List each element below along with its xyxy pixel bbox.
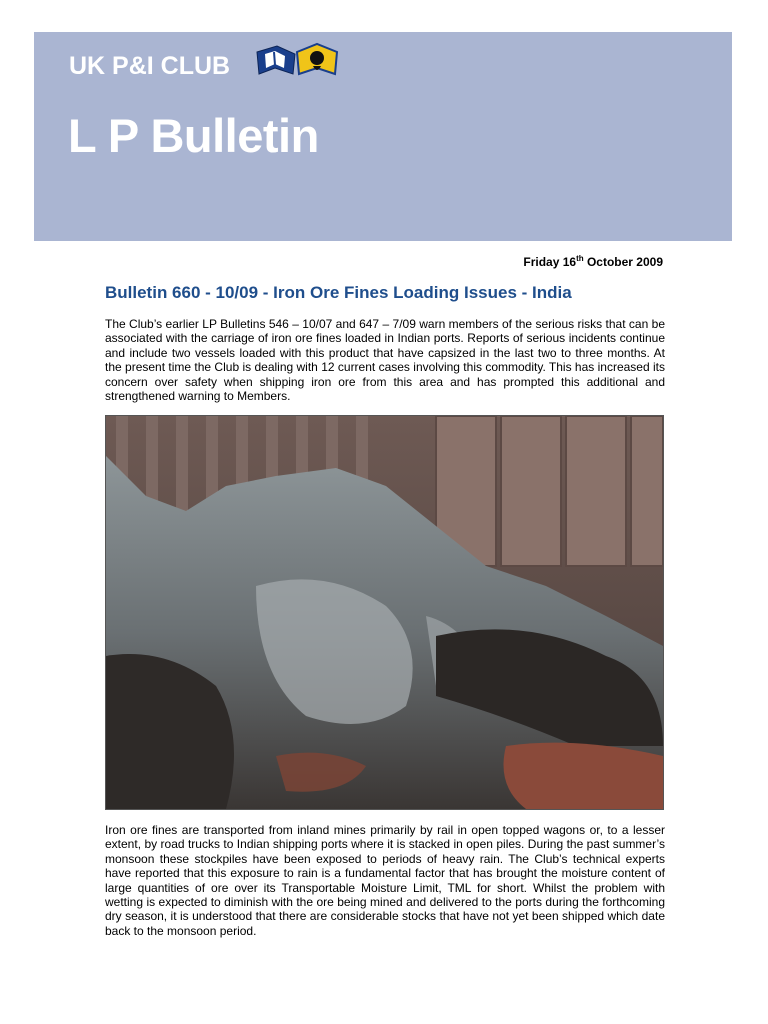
article-headline: Bulletin 660 - 10/09 - Iron Ore Fines Loading Issues - India: [105, 283, 572, 302]
article-paragraph-1: The Club’s earlier LP Bulletins 546 – 10/07 and 647 – 7/09 warn members of the serious risks that can be associated with the carriage of iron ore fines loaded in Indian ports. Reports of serious incidents continue and include two vessels loaded with this product that have capsized in the last two to three months. At the present time the Club is dealing with 12 current cases involving this commodity. This has increased its concern over safety when shipping iron ore from this area and has prompted this additional and strengthened warning to Members.: [105, 317, 665, 404]
iron-ore-cargo-hold-photo: [105, 415, 664, 810]
date-ordinal: th: [576, 254, 584, 263]
org-name: UK P&I CLUB: [69, 52, 231, 80]
publication-title: L P Bulletin: [68, 109, 319, 162]
publication-date: [400, 254, 663, 269]
date-prefix: Friday 16: [523, 255, 577, 269]
date-suffix: October 2009: [583, 255, 663, 269]
article-paragraph-2: Iron ore fines are transported from inland mines primarily by rail in open topped wagons or, to a lesser extent, by road trucks to Indian shipping ports where it is stacked in open piles. During the past summer’s monsoon these stockpiles have been exposed to periods of heavy rain. The Club’s technical experts have reported that this exposure to rain is a fundamental factor that has brought the moisture content of large quantities of ore over its Transportable Moisture Limit, TML for short. Whilst the problem with wetting is expected to diminish with the ore being mined and delivered to the ports during the forthcoming dry season, it is understood that there are considerable stocks that have not yet been shipped which date back to the monsoon period.: [105, 823, 665, 938]
flags-logo-icon: [255, 40, 351, 84]
